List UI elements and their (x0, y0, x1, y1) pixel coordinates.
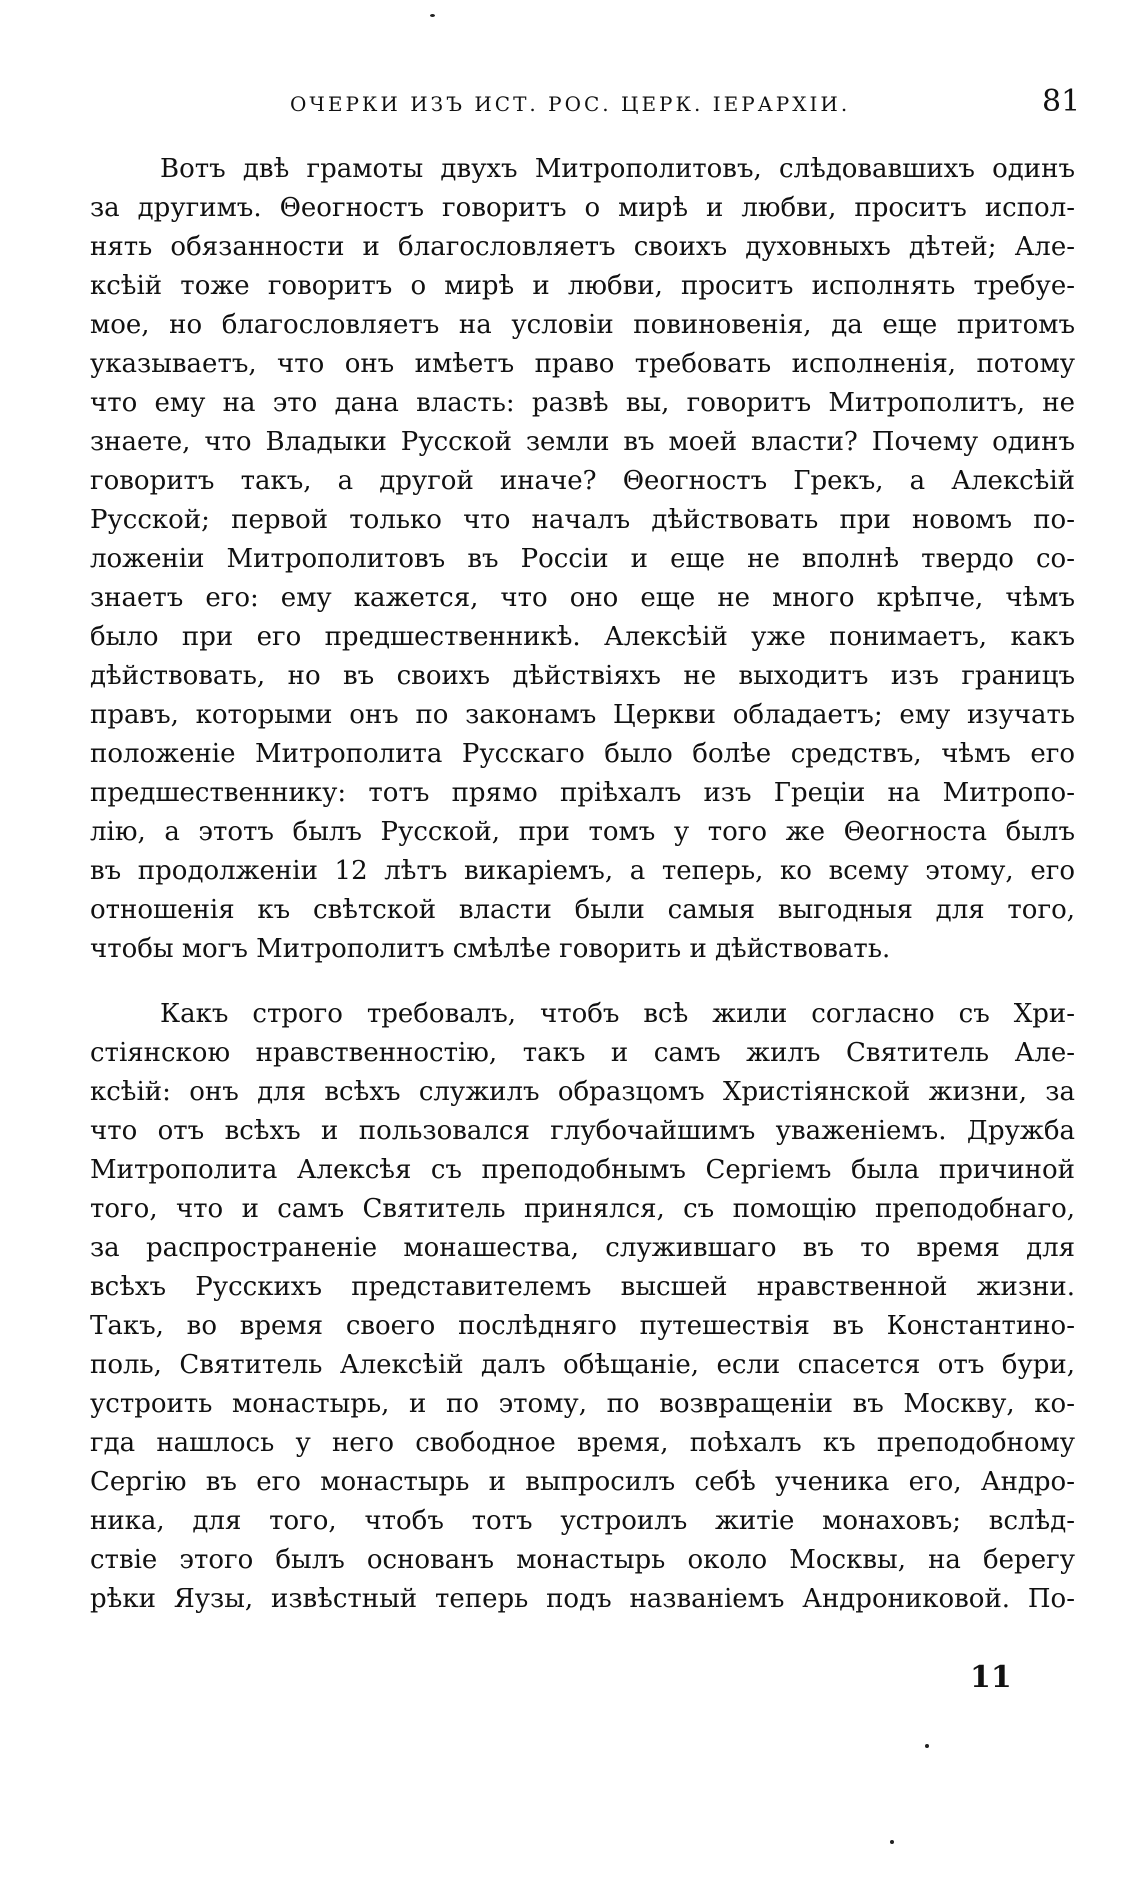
print-speck (925, 1744, 929, 1748)
text-line: стіянскою нравственностію, такъ и самъ жилъ Святитель Але- (90, 1038, 1075, 1068)
text-line: что отъ всѣхъ и пользовался глубочайшимъ уваженіемъ. Дружба (90, 1116, 1075, 1146)
text-line: ствіе этого былъ основанъ монастырь около Москвы, на берегу (90, 1545, 1075, 1575)
page-number: 81 (1042, 84, 1081, 119)
text-line: ксѣій тоже говоритъ о мирѣ и любви, проситъ исполнять требуе- (90, 271, 1075, 301)
text-line: лію, а этотъ былъ Русской, при томъ у того же Θеогноста былъ (90, 817, 1075, 847)
text-line: Такъ, во время своего послѣдняго путешествія въ Константино- (90, 1311, 1075, 1341)
text-line: Сергію въ его монастырь и выпросилъ себѣ ученика его, Андро- (90, 1467, 1075, 1497)
text-line: говоритъ такъ, а другой иначе? Θеогностъ Грекъ, а Алексѣій (90, 466, 1075, 496)
text-line: отношенія къ свѣтской власти были самыя выгодныя для того, (90, 895, 1075, 925)
text-line: правъ, которыми онъ по законамъ Церкви обладаетъ; ему изучать (90, 700, 1075, 730)
text-line: мое, но благословляетъ на условіи повиновенія, да еще притомъ (90, 310, 1075, 340)
text-line: рѣки Яузы, извѣстный теперь подъ названіемъ Андрониковой. По- (90, 1584, 1075, 1614)
text-line: Какъ строго требовалъ, чтобъ всѣ жили согласно съ Хри- (160, 999, 1075, 1029)
text-line: того, что и самъ Святитель принялся, съ помощію преподобнаго, (90, 1194, 1075, 1224)
text-line: нять обязанности и благословляетъ своихъ духовныхъ дѣтей; Але- (90, 232, 1075, 262)
running-head: ОЧЕРКИ ИЗЪ ИСТ. РОС. ЦЕРК. ІЕРАРХІИ. (290, 92, 851, 116)
text-line: предшественнику: тотъ прямо пріѣхалъ изъ Греціи на Митропо- (90, 778, 1075, 808)
text-line: ксѣій: онъ для всѣхъ служилъ образцомъ Христіянской жизни, за (90, 1077, 1075, 1107)
text-line: дѣйствовать, но въ своихъ дѣйствіяхъ не выходитъ изъ границъ (90, 661, 1075, 691)
text-line: ника, для того, чтобъ тотъ устроилъ житіе монаховъ; вслѣд- (90, 1506, 1075, 1536)
text-line: гда нашлось у него свободное время, поѣхалъ къ преподобному (90, 1428, 1075, 1458)
text-line: поль, Святитель Алексѣій далъ обѣщаніе, если спасется отъ бури, (90, 1350, 1075, 1380)
text-line: за распространеніе монашества, служившаго въ то время для (90, 1233, 1075, 1263)
text-line: всѣхъ Русскихъ представителемъ высшей нравственной жизни. (90, 1272, 1075, 1302)
paragraph-2 (90, 995, 1075, 1619)
text-line: Русской; первой только что началъ дѣйствовать при новомъ по- (90, 505, 1075, 535)
text-line: за другимъ. Θеогностъ говоритъ о мирѣ и любви, проситъ испол- (90, 193, 1075, 223)
text-line: было при его предшественникѣ. Алексѣій уже понимаетъ, какъ (90, 622, 1075, 652)
text-line: въ продолженіи 12 лѣтъ викаріемъ, а теперь, ко всему этому, его (90, 856, 1075, 886)
body-text (90, 150, 1075, 1619)
text-line: Вотъ двѣ грамоты двухъ Митрополитовъ, слѣдовавшихъ одинъ (160, 154, 1075, 184)
print-speck (430, 14, 435, 17)
text-line: чтобы могъ Митрополитъ смѣлѣе говорить и дѣйствовать. (90, 934, 891, 964)
text-line: знаете, что Владыки Русской земли въ моей власти? Почему одинъ (90, 427, 1075, 457)
text-line: знаетъ его: ему кажется, что оно еще не много крѣпче, чѣмъ (90, 583, 1075, 613)
text-line: что ему на это дана власть: развѣ вы, говоритъ Митрополитъ, не (90, 388, 1075, 418)
text-line: ложеніи Митрополитовъ въ Россіи и еще не вполнѣ твердо со- (90, 544, 1075, 574)
paragraph-1 (90, 150, 1075, 969)
text-line: указываетъ, что онъ имѣетъ право требовать исполненія, потому (90, 349, 1075, 379)
signature-mark: 11 (970, 1660, 1012, 1695)
text-line: Митрополита Алексѣя съ преподобнымъ Сергіемъ была причиной (90, 1155, 1075, 1185)
text-line: устроить монастырь, и по этому, по возвращеніи въ Москву, ко- (90, 1389, 1075, 1419)
paragraph-gap (90, 969, 1075, 995)
text-line: положеніе Митрополита Русскаго было болѣе средствъ, чѣмъ его (90, 739, 1075, 769)
print-speck (890, 1840, 894, 1844)
